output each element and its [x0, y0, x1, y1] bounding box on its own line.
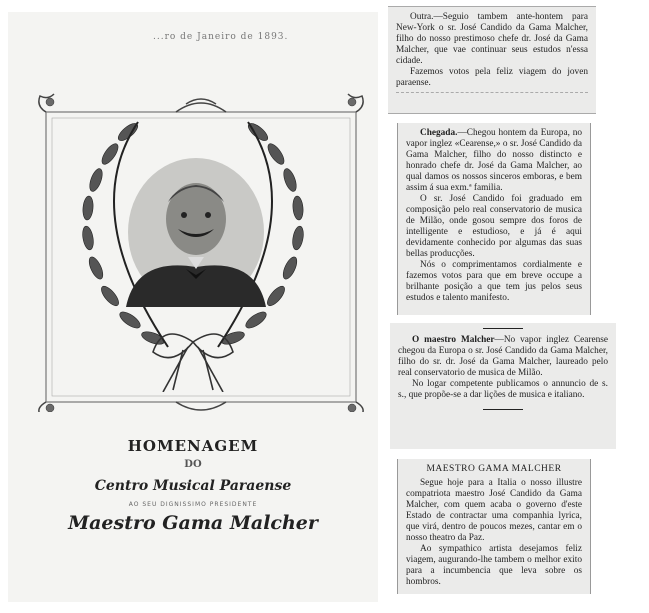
- homage-poster: [8, 12, 378, 602]
- clipping-rule: [396, 92, 588, 102]
- clipping-paragraph: Nós o comprimentamos cordialmente e fazemos votos para que em breve occupe a brilhante posição a que tem jus pelos seus estudos e talento manifesto.: [406, 260, 582, 303]
- clipping-rule: [483, 409, 523, 410]
- poster-date: ...ro de Janeiro de 1893.: [153, 32, 289, 42]
- poster-caption-homenagem: HOMENAGEM: [127, 437, 259, 455]
- clipping-paragraph: Outra.—Seguio tambem ante-hontem para New-York o sr. José Candido da Gama Malcher, filho do nosso prestimoso chefe dr. José da Gama Malcher, que vae continuar seus estudos n'essa cidade.: [396, 12, 588, 66]
- clipping-paragraph: Ao sympathico artista desejamos feliz viagem, augurando-lhe tambem o melhor exito para a incumbencia que leva sobre os hombros.: [406, 544, 582, 587]
- news-clipping-outra: [388, 6, 596, 114]
- news-clipping-chegada: [397, 123, 591, 315]
- clipping-rule: [483, 328, 523, 329]
- news-clipping-maestro-malcher: [390, 323, 616, 449]
- clipping-headline: Chegada.: [420, 128, 458, 138]
- clipping-paragraph: O sr. José Candido foi graduado em composição pelo real conservatorio de musica de Milão, onde gosou sempre dos foros de intelligente e estudioso, e já é aqui devidamente conhecido por algumas das suas bellas producções.: [406, 194, 582, 259]
- poster-caption-centro: Centro Musical Paraense: [94, 478, 292, 494]
- clipping-paragraph: —Chegou hontem da Europa, no vapor inglez «Cearense,» o sr. José Candido da Gama Malcher, filho do nosso distincto e honrado chefe dr. José da Gama Malcher, ao qual damos os nossos sinceros emboras, e bem assim á sua exm.ª familia.: [406, 128, 582, 193]
- clipping-paragraph: —No vapor inglez Cearense chegou da Europa o sr. José Candido da Gama Malcher, filho do sr. dr. José da Gama Malcher, laureado pelo real conservatorio de musica de Milão.: [398, 335, 608, 378]
- portrait-photo: [126, 157, 266, 307]
- poster-caption-presidente: AO SEU DIGNISSIMO PRESIDENTE: [128, 501, 258, 508]
- clipping-paragraph: Fazemos votos pela feliz viagem do joven paraense.: [396, 67, 588, 88]
- clipping-paragraph: Segue hoje para a Italia o nosso illustre compatriota maestro José Candido da Gama Malcher, com quem acaba o governo d'este Estado de contractar uma companhia lyrica, que virá, dentro de poucos mezes, cantar em o nosso theatro da Paz.: [406, 478, 582, 543]
- clipping-title: MAESTRO GAMA MALCHER: [426, 464, 562, 474]
- clipping-headline: O maestro Malcher: [412, 335, 495, 345]
- poster-caption-do: DO: [184, 459, 202, 470]
- news-clipping-gama-malcher: [397, 459, 591, 594]
- poster-caption-maestro: Maestro Gama Malcher: [68, 512, 318, 534]
- clipping-paragraph: No logar competente publicamos o annuncio de s. s., que propõe-se a dar lições de musica e italiano.: [398, 379, 608, 400]
